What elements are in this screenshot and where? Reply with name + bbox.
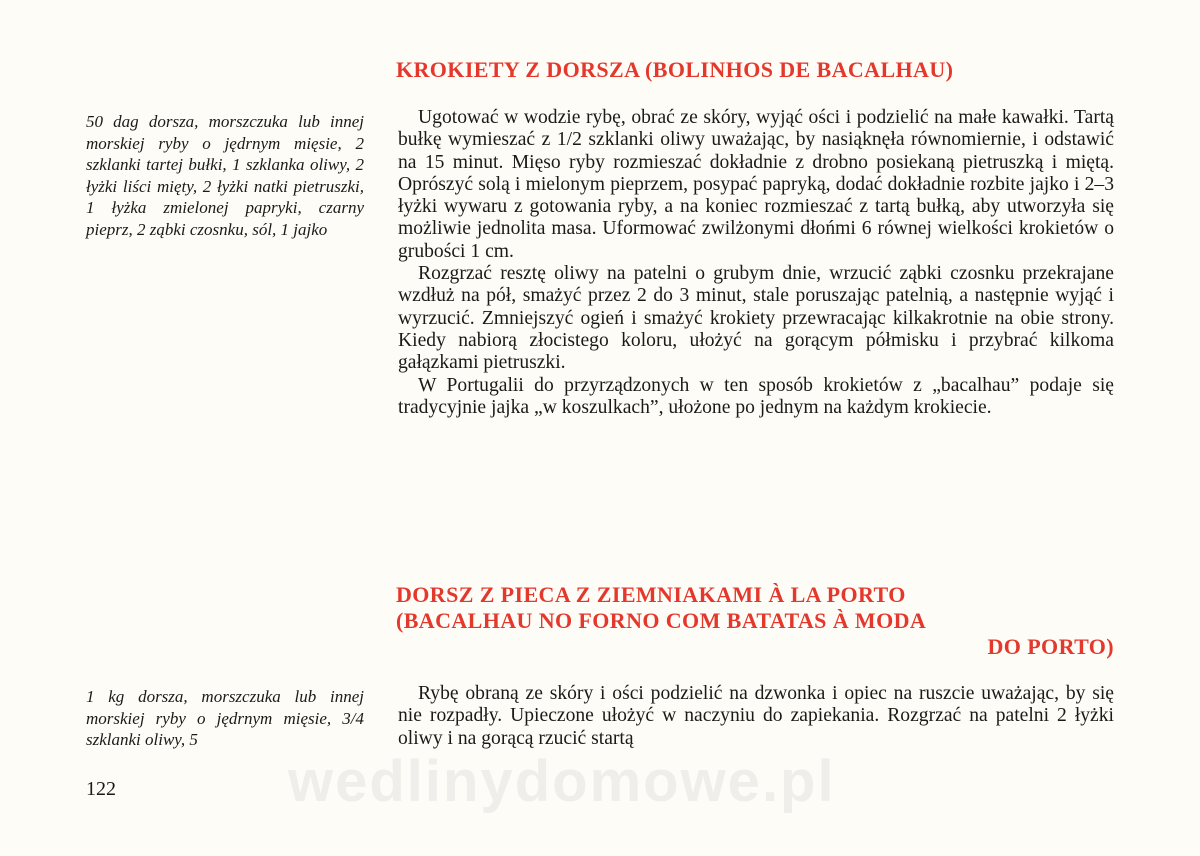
recipe-title-dorsz-z-pieca	[396, 582, 1116, 660]
title-line: DORSZ Z PIECA Z ZIEMNIAKAMI À LA PORTO	[396, 582, 906, 607]
recipe-instructions-krokiety	[398, 107, 1114, 419]
ingredients-list-dorsz: 1 kg dorsza, morszczuka lub innej morskiej ryby o jędrnym mięsie, 3/4 szklanki oliwy, 5	[86, 687, 364, 750]
recipe-title-krokiety: KROKIETY Z DORSZA (BOLINHOS DE BACALHAU)	[396, 57, 954, 82]
instruction-paragraph: W Portugalii do przyrządzonych w ten sposób krokietów z „bacalhau” podaje się tradycyjnie jajka „w koszulkach”, ułożone po jednym na każdym krokiecie.	[398, 374, 1114, 418]
instruction-paragraph: Ugotować w wodzie rybę, obrać ze skóry, wyjąć ości i podzielić na małe kawałki. Tartą bułkę wymieszać z 1/2 szklanki oliwy uważając, by nasiąknęła równomiernie, i odstawić na 15 minut. Mięso ryby rozmieszać dokładnie z drobno posiekaną pietruszką i miętą. Oprószyć solą i mielonym pieprzem, posypać papryką, dodać dokładnie rozbite jajko i 2–3 łyżki wywaru z gotowania ryby, a na koniec rozmieszać z tartą bułką, aby utworzyła się możliwie jednolita masa. Uformować zwilżonymi dłońmi 6 równej wielkości krokietów o grubości 1 cm.	[398, 107, 1114, 262]
title-line: (BACALHAU NO FORNO COM BATATAS À MODA	[396, 608, 927, 633]
instruction-paragraph: Rybę obraną ze skóry i ości podzielić na dzwonka i opiec na ruszcie uważając, by się nie rozpadły. Upieczone ułożyć w naczyniu do zapiekania. Rozgrzać na patelni 2 łyżki oliwy i na gorącą rzucić startą	[398, 683, 1114, 749]
title-line: DO PORTO)	[987, 634, 1114, 659]
ingredients-list-krokiety: 50 dag dorsza, morszczuka lub innej morskiej ryby o jędrnym mięsie, 2 szklanki tartej bułki, 1 szklanka oliwy, 2 łyżki liści mięty, 2 łyżki natki pietruszki, 1 łyżka zmielonej papryki, czarny pieprz, 2 ząbki czosnku, sól, 1 jajko	[86, 112, 364, 239]
recipe-instructions-dorsz	[398, 683, 1114, 750]
watermark: wedlinydomowe.pl	[288, 749, 836, 814]
page-number: 122	[86, 778, 116, 800]
instruction-paragraph: Rozgrzać resztę oliwy na patelni o grubym dnie, wrzucić ząbki czosnku przekrajane wzdłuż na pół, smażyć przez 2 do 3 minut, stale poruszając patelnią, a następnie wyjąć i wyrzucić. Zmniejszyć ogień i smażyć krokiety przewracając kilkakrotnie na obie strony. Kiedy nabiorą złocistego koloru, ułożyć na gorącym półmisku i przybrać kilkoma gałązkami pietruszki.	[398, 263, 1114, 374]
